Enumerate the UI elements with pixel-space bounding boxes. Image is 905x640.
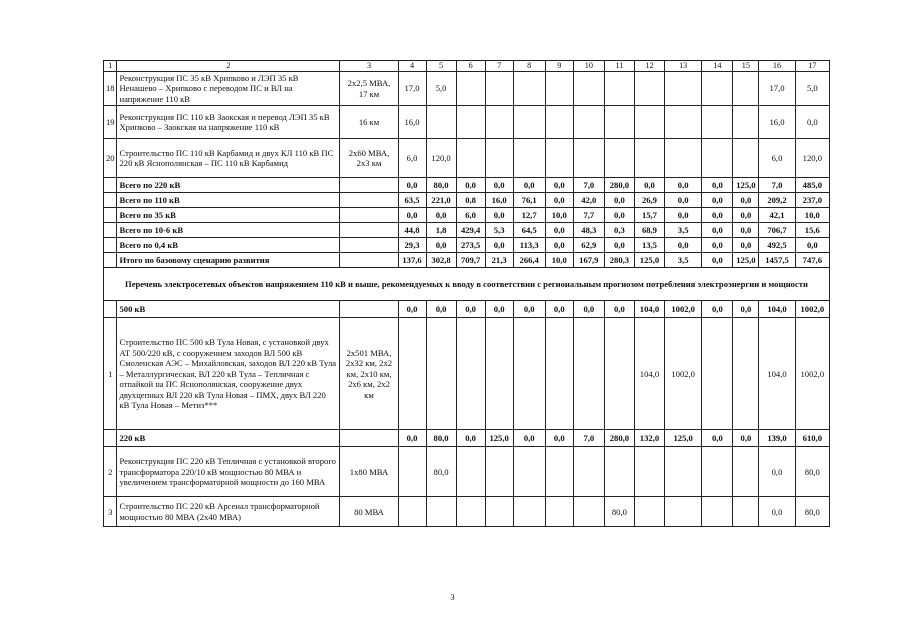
value-cell: 0,0 (733, 193, 759, 208)
value-cell: 0,3 (604, 223, 634, 238)
value-cell: 0,0 (665, 193, 702, 208)
project-capacity: 2х60 МВА, 2х3 км (340, 139, 398, 178)
value-cell: 0,0 (604, 208, 634, 223)
column-header: 5 (426, 61, 456, 72)
value-cell: 280,0 (604, 430, 634, 447)
value-cell (426, 318, 456, 430)
value-cell: 0,0 (604, 193, 634, 208)
value-cell (456, 318, 485, 430)
value-cell (604, 106, 634, 139)
value-cell: 492,5 (759, 238, 795, 253)
value-cell: 0,0 (702, 238, 733, 253)
value-cell: 125,0 (634, 253, 664, 268)
project-row (104, 497, 830, 527)
value-cell: 0,0 (604, 301, 634, 318)
value-cell: 0,0 (456, 178, 485, 193)
value-cell (702, 72, 733, 106)
column-header: 16 (759, 61, 795, 72)
total-row (104, 178, 830, 193)
value-cell (634, 497, 664, 527)
section-title-row (104, 268, 830, 301)
value-cell (426, 106, 456, 139)
value-cell: 0,0 (573, 301, 604, 318)
value-cell (702, 106, 733, 139)
value-cell: 5,3 (485, 223, 513, 238)
column-header: 1 (104, 61, 117, 72)
row-number (104, 430, 117, 447)
value-cell: 137,6 (398, 253, 426, 268)
value-cell: 80,0 (426, 447, 456, 497)
value-cell: 0,0 (513, 430, 545, 447)
row-number: 19 (104, 106, 117, 139)
value-cell (485, 139, 513, 178)
value-cell: 0,0 (398, 178, 426, 193)
column-header: 17 (795, 61, 829, 72)
column-header: 4 (398, 61, 426, 72)
value-cell: 0,0 (733, 223, 759, 238)
value-cell: 80,0 (426, 430, 456, 447)
value-cell (513, 72, 545, 106)
section-title: Перечень электросетевых объектов напряжением 110 кВ и выше, рекомендуемых к вводу в соответствии с региональным прогнозом потребления электроэнергии и мощности (104, 268, 830, 301)
value-cell: 17,0 (759, 72, 795, 106)
value-cell: 221,0 (426, 193, 456, 208)
value-cell (733, 318, 759, 430)
value-cell (573, 497, 604, 527)
value-cell: 0,0 (456, 301, 485, 318)
total-label: Всего по 10-6 кВ (117, 223, 340, 238)
value-cell: 132,0 (634, 430, 664, 447)
value-cell: 0,0 (485, 301, 513, 318)
value-cell (665, 106, 702, 139)
row-number (104, 223, 117, 238)
project-capacity: 1х80 МВА (340, 447, 398, 497)
value-cell (573, 139, 604, 178)
value-cell (485, 497, 513, 527)
value-cell: 76,1 (513, 193, 545, 208)
value-cell: 80,0 (795, 447, 829, 497)
project-row (104, 106, 830, 139)
value-cell: 1002,0 (795, 301, 829, 318)
value-cell: 0,0 (485, 208, 513, 223)
header-row (104, 61, 830, 72)
value-cell: 26,9 (634, 193, 664, 208)
value-cell: 0,0 (545, 238, 573, 253)
value-cell: 125,0 (733, 253, 759, 268)
value-cell (665, 72, 702, 106)
value-cell (456, 72, 485, 106)
total-label: Всего по 110 кВ (117, 193, 340, 208)
value-cell (604, 139, 634, 178)
value-cell (733, 106, 759, 139)
row-number (104, 208, 117, 223)
value-cell: 104,0 (759, 318, 795, 430)
value-cell (573, 72, 604, 106)
project-capacity: 80 МВА (340, 497, 398, 527)
value-cell (513, 318, 545, 430)
column-header: 10 (573, 61, 604, 72)
value-cell (604, 318, 634, 430)
group-row-500kv (104, 301, 830, 318)
column-header: 14 (702, 61, 733, 72)
value-cell: 0,0 (513, 301, 545, 318)
value-cell (634, 139, 664, 178)
value-cell: 0,0 (426, 301, 456, 318)
value-cell: 0,0 (545, 301, 573, 318)
capacity-cell (340, 208, 398, 223)
value-cell: 0,0 (513, 178, 545, 193)
value-cell: 48,3 (573, 223, 604, 238)
value-cell: 1002,0 (665, 318, 702, 430)
value-cell: 21,3 (485, 253, 513, 268)
column-header: 2 (117, 61, 340, 72)
value-cell: 0,0 (398, 301, 426, 318)
column-header: 13 (665, 61, 702, 72)
value-cell (545, 497, 573, 527)
value-cell: 104,0 (759, 301, 795, 318)
value-cell: 5,0 (426, 72, 456, 106)
total-label: Всего по 0,4 кВ (117, 238, 340, 253)
value-cell: 209,2 (759, 193, 795, 208)
value-cell: 429,4 (456, 223, 485, 238)
column-header: 7 (485, 61, 513, 72)
value-cell: 0,0 (604, 238, 634, 253)
column-header: 11 (604, 61, 634, 72)
group-row-220kv (104, 430, 830, 447)
value-cell: 0,0 (426, 238, 456, 253)
value-cell: 42,0 (573, 193, 604, 208)
value-cell: 0,0 (634, 178, 664, 193)
value-cell: 167,9 (573, 253, 604, 268)
project-description: Реконструкция ПС 110 кВ Заокская и перевод ЛЭП 35 кВ Хрипково – Заокская на напряжение 110 кВ (117, 106, 340, 139)
value-cell (513, 497, 545, 527)
value-cell (733, 447, 759, 497)
value-cell (456, 497, 485, 527)
value-cell (665, 139, 702, 178)
value-cell (604, 447, 634, 497)
value-cell: 68,9 (634, 223, 664, 238)
value-cell: 80,0 (604, 497, 634, 527)
value-cell: 15,6 (795, 223, 829, 238)
value-cell: 125,0 (485, 430, 513, 447)
value-cell (398, 318, 426, 430)
value-cell: 125,0 (665, 430, 702, 447)
value-cell: 13,5 (634, 238, 664, 253)
value-cell: 0,0 (733, 301, 759, 318)
capex-table (103, 60, 830, 527)
capacity-cell (340, 193, 398, 208)
value-cell: 709,7 (456, 253, 485, 268)
value-cell (545, 106, 573, 139)
value-cell (513, 447, 545, 497)
project-description: Реконструкция ПС 35 кВ Хрипково и ЛЭП 35 кВ Ненашево – Хрипково с переводом ПС и ВЛ на напряжение 110 кВ (117, 72, 340, 106)
value-cell: 0,0 (759, 497, 795, 527)
value-cell: 42,1 (759, 208, 795, 223)
value-cell: 0,0 (665, 238, 702, 253)
value-cell: 104,0 (634, 318, 664, 430)
value-cell: 273,5 (456, 238, 485, 253)
value-cell: 5,0 (795, 72, 829, 106)
value-cell (665, 497, 702, 527)
column-header: 15 (733, 61, 759, 72)
value-cell: 10,0 (795, 208, 829, 223)
value-cell (702, 318, 733, 430)
value-cell: 0,0 (702, 193, 733, 208)
value-cell: 266,4 (513, 253, 545, 268)
capacity-cell (340, 178, 398, 193)
value-cell (634, 106, 664, 139)
value-cell: 139,0 (759, 430, 795, 447)
value-cell: 7,0 (573, 430, 604, 447)
value-cell (733, 72, 759, 106)
project-capacity: 2х501 МВА, 2х32 км, 2х2 км, 2х10 км, 2х6 км, 2х2 км (340, 318, 398, 430)
row-number: 20 (104, 139, 117, 178)
total-row (104, 238, 830, 253)
value-cell: 0,8 (456, 193, 485, 208)
capacity-cell (340, 253, 398, 268)
value-cell (513, 139, 545, 178)
row-number (104, 193, 117, 208)
value-cell (702, 139, 733, 178)
total-label: Всего по 220 кВ (117, 178, 340, 193)
column-header: 3 (340, 61, 398, 72)
value-cell: 1002,0 (795, 318, 829, 430)
value-cell: 7,0 (573, 178, 604, 193)
value-cell: 302,8 (426, 253, 456, 268)
value-cell: 16,0 (485, 193, 513, 208)
value-cell (456, 139, 485, 178)
value-cell: 7,0 (759, 178, 795, 193)
value-cell: 16,0 (759, 106, 795, 139)
value-cell (545, 139, 573, 178)
total-row (104, 193, 830, 208)
value-cell: 113,3 (513, 238, 545, 253)
value-cell: 10,0 (545, 208, 573, 223)
value-cell: 747,6 (795, 253, 829, 268)
value-cell (456, 447, 485, 497)
value-cell: 237,0 (795, 193, 829, 208)
value-cell (573, 318, 604, 430)
column-header: 6 (456, 61, 485, 72)
total-label: Всего по 35 кВ (117, 208, 340, 223)
value-cell: 0,0 (702, 178, 733, 193)
row-number: 18 (104, 72, 117, 106)
project-row (104, 318, 830, 430)
value-cell (485, 106, 513, 139)
value-cell: 15,7 (634, 208, 664, 223)
value-cell (733, 497, 759, 527)
value-cell: 0,0 (733, 238, 759, 253)
project-capacity: 16 км (340, 106, 398, 139)
value-cell: 0,0 (702, 208, 733, 223)
row-number (104, 178, 117, 193)
value-cell (545, 72, 573, 106)
capacity-cell (340, 301, 398, 318)
value-cell: 0,0 (398, 208, 426, 223)
value-cell: 0,0 (795, 238, 829, 253)
value-cell: 0,0 (759, 447, 795, 497)
value-cell: 3,5 (665, 223, 702, 238)
page-number: 3 (450, 592, 455, 602)
value-cell: 16,0 (398, 106, 426, 139)
value-cell (634, 447, 664, 497)
capacity-cell (340, 238, 398, 253)
value-cell: 12,7 (513, 208, 545, 223)
value-cell: 63,5 (398, 193, 426, 208)
value-cell: 0,0 (545, 178, 573, 193)
value-cell: 104,0 (634, 301, 664, 318)
value-cell: 0,0 (702, 430, 733, 447)
capacity-cell (340, 430, 398, 447)
value-cell: 6,0 (456, 208, 485, 223)
value-cell: 706,7 (759, 223, 795, 238)
value-cell (398, 447, 426, 497)
value-cell: 44,8 (398, 223, 426, 238)
value-cell: 62,9 (573, 238, 604, 253)
value-cell: 0,0 (545, 193, 573, 208)
value-cell: 0,0 (702, 223, 733, 238)
value-cell (545, 318, 573, 430)
total-row (104, 223, 830, 238)
value-cell: 7,7 (573, 208, 604, 223)
value-cell: 120,0 (795, 139, 829, 178)
value-cell: 485,0 (795, 178, 829, 193)
value-cell: 64,5 (513, 223, 545, 238)
value-cell (545, 447, 573, 497)
total-row (104, 253, 830, 268)
value-cell: 0,0 (733, 430, 759, 447)
value-cell: 0,0 (545, 223, 573, 238)
project-description: Реконструкция ПС 220 кВ Тепличная с установкой второго трансформатора 220/10 кВ мощностью 80 МВА и увеличением трансформаторной мощности до 160 МВА (117, 447, 340, 497)
value-cell: 0,0 (665, 208, 702, 223)
value-cell (733, 139, 759, 178)
value-cell: 0,0 (485, 178, 513, 193)
project-description: Строительство ПС 110 кВ Карбамид и двух КЛ 110 кВ ПС 220 кВ Яснополянская – ПС 110 кВ Карбамид (117, 139, 340, 178)
value-cell: 0,0 (733, 208, 759, 223)
value-cell: 29,3 (398, 238, 426, 253)
value-cell (604, 72, 634, 106)
value-cell (426, 497, 456, 527)
value-cell (485, 318, 513, 430)
value-cell: 1,8 (426, 223, 456, 238)
value-cell (702, 497, 733, 527)
column-header: 8 (513, 61, 545, 72)
value-cell (573, 447, 604, 497)
value-cell: 0,0 (702, 301, 733, 318)
value-cell (634, 72, 664, 106)
value-cell (513, 106, 545, 139)
value-cell (702, 447, 733, 497)
row-number: 1 (104, 318, 117, 430)
project-capacity: 2х2,5 МВА, 17 км (340, 72, 398, 106)
project-row (104, 139, 830, 178)
value-cell: 280,3 (604, 253, 634, 268)
value-cell: 6,0 (398, 139, 426, 178)
row-number (104, 301, 117, 318)
capacity-cell (340, 223, 398, 238)
value-cell: 0,0 (545, 430, 573, 447)
value-cell: 0,0 (702, 253, 733, 268)
value-cell: 1002,0 (665, 301, 702, 318)
column-header: 9 (545, 61, 573, 72)
value-cell: 1457,5 (759, 253, 795, 268)
project-description: Строительство ПС 220 кВ Арсенал трансформаторной мощностью 80 МВА (2х40 МВА) (117, 497, 340, 527)
total-label: Итого по базовому сценарию развития (117, 253, 340, 268)
value-cell (665, 447, 702, 497)
value-cell (573, 106, 604, 139)
value-cell: 80,0 (426, 178, 456, 193)
row-number: 2 (104, 447, 117, 497)
value-cell (456, 106, 485, 139)
value-cell: 6,0 (759, 139, 795, 178)
row-number (104, 238, 117, 253)
value-cell (398, 497, 426, 527)
value-cell: 610,0 (795, 430, 829, 447)
value-cell: 125,0 (733, 178, 759, 193)
value-cell: 0,0 (485, 238, 513, 253)
project-description: Строительство ПС 500 кВ Тула Новая, с установкой двух АТ 500/220 кВ, с сооружением заходов ВЛ 500 кВ Смоленская АЭС – Михайловская, заходов ВЛ 220 кВ Тула – Металлургическая, ВЛ 220 кВ Тула – Тепличная с отпайкой на ПС Яснополянская, сооружение двух двухцепных ВЛ 220 кВ Тула Новая – ПМХ, двух ВЛ 220 кВ Тула Новая – Метиз*** (117, 318, 340, 430)
value-cell: 17,0 (398, 72, 426, 106)
value-cell: 0,0 (456, 430, 485, 447)
group-label: 220 кВ (117, 430, 340, 447)
value-cell: 120,0 (426, 139, 456, 178)
total-row (104, 208, 830, 223)
project-row (104, 447, 830, 497)
row-number: 3 (104, 497, 117, 527)
value-cell (485, 72, 513, 106)
group-label: 500 кВ (117, 301, 340, 318)
project-row (104, 72, 830, 106)
value-cell: 10,0 (545, 253, 573, 268)
row-number (104, 253, 117, 268)
value-cell: 0,0 (795, 106, 829, 139)
value-cell: 0,0 (665, 178, 702, 193)
value-cell: 80,0 (795, 497, 829, 527)
value-cell: 280,0 (604, 178, 634, 193)
value-cell (485, 447, 513, 497)
value-cell: 3,5 (665, 253, 702, 268)
value-cell: 0,0 (426, 208, 456, 223)
column-header: 12 (634, 61, 664, 72)
value-cell: 0,0 (398, 430, 426, 447)
